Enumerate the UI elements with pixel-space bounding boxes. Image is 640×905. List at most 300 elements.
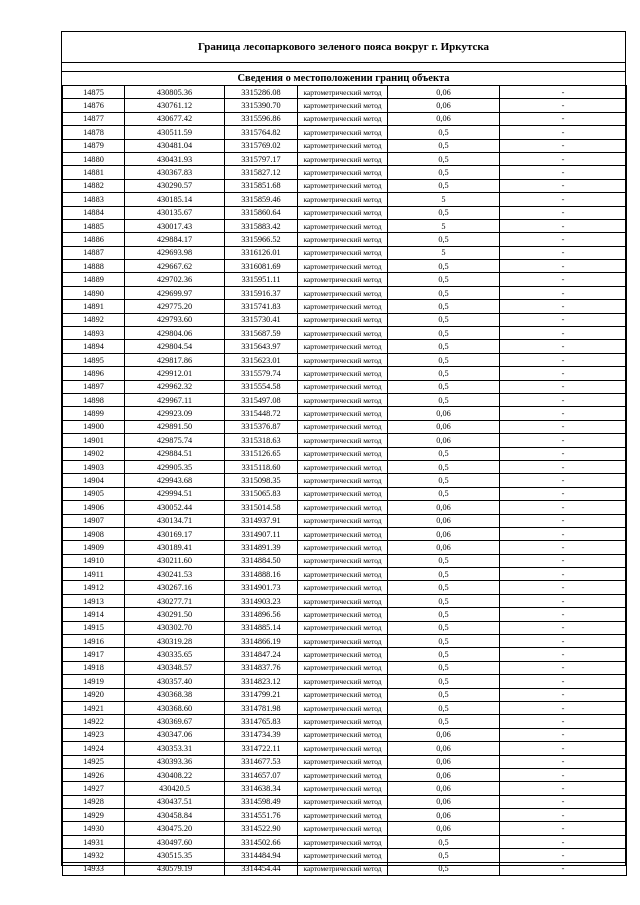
description-cell: -	[500, 728, 627, 741]
description-cell: -	[500, 608, 627, 621]
x-coordinate-cell: 430511.59	[125, 126, 225, 139]
accuracy-cell: 0,5	[388, 554, 500, 567]
description-cell: -	[500, 621, 627, 634]
point-number-cell: 14879	[63, 139, 125, 152]
description-cell: -	[500, 501, 627, 514]
x-coordinate-cell: 429667.62	[125, 260, 225, 273]
y-coordinate-cell: 3314847.24	[225, 648, 298, 661]
table-row	[63, 621, 627, 634]
description-cell: -	[500, 527, 627, 540]
accuracy-cell: 5	[388, 246, 500, 259]
table-row	[63, 768, 627, 781]
accuracy-cell: 0,06	[388, 112, 500, 125]
y-coordinate-cell: 3315118.60	[225, 460, 298, 473]
accuracy-cell: 0,5	[388, 313, 500, 326]
y-coordinate-cell: 3316126.01	[225, 246, 298, 259]
method-cell: картометрический метод	[298, 782, 388, 795]
table-row	[63, 407, 627, 420]
y-coordinate-cell: 3314891.39	[225, 541, 298, 554]
description-cell: -	[500, 487, 627, 500]
point-number-cell: 14925	[63, 755, 125, 768]
method-cell: картометрический метод	[298, 635, 388, 648]
point-number-cell: 14880	[63, 152, 125, 165]
table-row	[63, 447, 627, 460]
point-number-cell: 14883	[63, 193, 125, 206]
y-coordinate-cell: 3314781.98	[225, 701, 298, 714]
table-row	[63, 541, 627, 554]
accuracy-cell: 0,5	[388, 621, 500, 634]
method-cell: картометрический метод	[298, 393, 388, 406]
method-cell: картометрический метод	[298, 822, 388, 835]
table-row	[63, 701, 627, 714]
description-cell: -	[500, 568, 627, 581]
table-row	[63, 260, 627, 273]
accuracy-cell: 0,5	[388, 849, 500, 862]
description-cell: -	[500, 193, 627, 206]
point-number-cell: 14903	[63, 460, 125, 473]
point-number-cell: 14918	[63, 661, 125, 674]
accuracy-cell: 0,06	[388, 99, 500, 112]
y-coordinate-cell: 3314823.12	[225, 675, 298, 688]
table-row	[63, 300, 627, 313]
table-row	[63, 434, 627, 447]
table-row	[63, 527, 627, 540]
method-cell: картометрический метод	[298, 193, 388, 206]
point-number-cell: 14905	[63, 487, 125, 500]
method-cell: картометрический метод	[298, 273, 388, 286]
description-cell: -	[500, 594, 627, 607]
x-coordinate-cell: 430134.71	[125, 514, 225, 527]
accuracy-cell: 0,5	[388, 206, 500, 219]
table-row	[63, 742, 627, 755]
x-coordinate-cell: 430277.71	[125, 594, 225, 607]
y-coordinate-cell: 3315318.63	[225, 434, 298, 447]
accuracy-cell: 0,5	[388, 608, 500, 621]
table-row	[63, 715, 627, 728]
x-coordinate-cell: 429884.17	[125, 233, 225, 246]
x-coordinate-cell: 429693.98	[125, 246, 225, 259]
x-coordinate-cell: 430481.04	[125, 139, 225, 152]
table-row	[63, 835, 627, 848]
table-row	[63, 206, 627, 219]
y-coordinate-cell: 3314551.76	[225, 809, 298, 822]
accuracy-cell: 0,5	[388, 233, 500, 246]
point-number-cell: 14877	[63, 112, 125, 125]
description-cell: -	[500, 688, 627, 701]
point-number-cell: 14894	[63, 340, 125, 353]
method-cell: картометрический метод	[298, 755, 388, 768]
description-cell: -	[500, 460, 627, 473]
method-cell: картометрический метод	[298, 407, 388, 420]
accuracy-cell: 0,5	[388, 460, 500, 473]
accuracy-cell: 0,06	[388, 768, 500, 781]
table-row	[63, 501, 627, 514]
accuracy-cell: 0,5	[388, 353, 500, 366]
point-number-cell: 14914	[63, 608, 125, 621]
description-cell: -	[500, 862, 627, 875]
y-coordinate-cell: 3314837.76	[225, 661, 298, 674]
point-number-cell: 14932	[63, 849, 125, 862]
table-row	[63, 233, 627, 246]
accuracy-cell: 0,5	[388, 393, 500, 406]
x-coordinate-cell: 430458.84	[125, 809, 225, 822]
x-coordinate-cell: 430515.35	[125, 849, 225, 862]
accuracy-cell: 0,5	[388, 179, 500, 192]
y-coordinate-cell: 3315286.08	[225, 86, 298, 99]
document-frame	[61, 31, 626, 874]
method-cell: картометрический метод	[298, 420, 388, 433]
table-row	[63, 581, 627, 594]
x-coordinate-cell: 430357.40	[125, 675, 225, 688]
description-cell: -	[500, 179, 627, 192]
method-cell: картометрический метод	[298, 206, 388, 219]
accuracy-cell: 0,5	[388, 300, 500, 313]
method-cell: картометрический метод	[298, 367, 388, 380]
point-number-cell: 14895	[63, 353, 125, 366]
y-coordinate-cell: 3314657.07	[225, 768, 298, 781]
method-cell: картометрический метод	[298, 126, 388, 139]
table-row	[63, 273, 627, 286]
table-row	[63, 635, 627, 648]
point-number-cell: 14912	[63, 581, 125, 594]
y-coordinate-cell: 3316081.69	[225, 260, 298, 273]
x-coordinate-cell: 429943.68	[125, 474, 225, 487]
point-number-cell: 14916	[63, 635, 125, 648]
x-coordinate-cell: 430302.70	[125, 621, 225, 634]
x-coordinate-cell: 429793.60	[125, 313, 225, 326]
method-cell: картометрический метод	[298, 835, 388, 848]
accuracy-cell: 0,06	[388, 541, 500, 554]
point-number-cell: 14875	[63, 86, 125, 99]
method-cell: картометрический метод	[298, 514, 388, 527]
y-coordinate-cell: 3315966.52	[225, 233, 298, 246]
method-cell: картометрический метод	[298, 688, 388, 701]
x-coordinate-cell: 429962.32	[125, 380, 225, 393]
method-cell: картометрический метод	[298, 460, 388, 473]
y-coordinate-cell: 3314598.49	[225, 795, 298, 808]
accuracy-cell: 0,06	[388, 822, 500, 835]
y-coordinate-cell: 3315860.64	[225, 206, 298, 219]
x-coordinate-cell: 429891.50	[125, 420, 225, 433]
point-number-cell: 14887	[63, 246, 125, 259]
y-coordinate-cell: 3314896.56	[225, 608, 298, 621]
x-coordinate-cell: 430211.60	[125, 554, 225, 567]
accuracy-cell: 0,5	[388, 862, 500, 875]
description-cell: -	[500, 86, 627, 99]
point-number-cell: 14901	[63, 434, 125, 447]
method-cell: картометрический метод	[298, 701, 388, 714]
y-coordinate-cell: 3314765.83	[225, 715, 298, 728]
description-cell: -	[500, 661, 627, 674]
description-cell: -	[500, 635, 627, 648]
accuracy-cell: 0,5	[388, 474, 500, 487]
x-coordinate-cell: 430579.19	[125, 862, 225, 875]
point-number-cell: 14884	[63, 206, 125, 219]
description-cell: -	[500, 514, 627, 527]
x-coordinate-cell: 429875.74	[125, 434, 225, 447]
x-coordinate-cell: 429817.86	[125, 353, 225, 366]
point-number-cell: 14930	[63, 822, 125, 835]
table-row	[63, 420, 627, 433]
table-row	[63, 487, 627, 500]
y-coordinate-cell: 3314907.11	[225, 527, 298, 540]
x-coordinate-cell: 429923.09	[125, 407, 225, 420]
table-row	[63, 795, 627, 808]
table-row	[63, 219, 627, 232]
y-coordinate-cell: 3315769.02	[225, 139, 298, 152]
point-number-cell: 14923	[63, 728, 125, 741]
table-row	[63, 393, 627, 406]
accuracy-cell: 0,06	[388, 782, 500, 795]
point-number-cell: 14922	[63, 715, 125, 728]
y-coordinate-cell: 3314454.44	[225, 862, 298, 875]
method-cell: картометрический метод	[298, 246, 388, 259]
description-cell: -	[500, 581, 627, 594]
description-cell: -	[500, 809, 627, 822]
x-coordinate-cell: 430169.17	[125, 527, 225, 540]
method-cell: картометрический метод	[298, 554, 388, 567]
description-cell: -	[500, 152, 627, 165]
x-coordinate-cell: 430761.12	[125, 99, 225, 112]
accuracy-cell: 0,5	[388, 273, 500, 286]
point-number-cell: 14890	[63, 286, 125, 299]
point-number-cell: 14908	[63, 527, 125, 540]
accuracy-cell: 0,5	[388, 447, 500, 460]
x-coordinate-cell: 429967.11	[125, 393, 225, 406]
accuracy-cell: 0,5	[388, 340, 500, 353]
y-coordinate-cell: 3314522.90	[225, 822, 298, 835]
point-number-cell: 14882	[63, 179, 125, 192]
accuracy-cell: 5	[388, 219, 500, 232]
x-coordinate-cell: 429804.06	[125, 327, 225, 340]
point-number-cell: 14889	[63, 273, 125, 286]
method-cell: картометрический метод	[298, 300, 388, 313]
table-row	[63, 139, 627, 152]
x-coordinate-cell: 430497.60	[125, 835, 225, 848]
x-coordinate-cell: 430368.60	[125, 701, 225, 714]
method-cell: картометрический метод	[298, 233, 388, 246]
y-coordinate-cell: 3315014.58	[225, 501, 298, 514]
point-number-cell: 14929	[63, 809, 125, 822]
point-number-cell: 14891	[63, 300, 125, 313]
table-row	[63, 353, 627, 366]
x-coordinate-cell: 430291.50	[125, 608, 225, 621]
accuracy-cell: 0,06	[388, 514, 500, 527]
y-coordinate-cell: 3314884.50	[225, 554, 298, 567]
accuracy-cell: 0,5	[388, 675, 500, 688]
method-cell: картометрический метод	[298, 594, 388, 607]
method-cell: картометрический метод	[298, 340, 388, 353]
y-coordinate-cell: 3315448.72	[225, 407, 298, 420]
table-row	[63, 367, 627, 380]
description-cell: -	[500, 219, 627, 232]
table-row	[63, 166, 627, 179]
y-coordinate-cell: 3315643.97	[225, 340, 298, 353]
x-coordinate-cell: 430319.28	[125, 635, 225, 648]
y-coordinate-cell: 3314866.19	[225, 635, 298, 648]
point-number-cell: 14899	[63, 407, 125, 420]
method-cell: картометрический метод	[298, 313, 388, 326]
x-coordinate-cell: 429804.54	[125, 340, 225, 353]
accuracy-cell: 0,06	[388, 434, 500, 447]
y-coordinate-cell: 3315764.82	[225, 126, 298, 139]
point-number-cell: 14910	[63, 554, 125, 567]
table-row	[63, 474, 627, 487]
description-cell: -	[500, 554, 627, 567]
accuracy-cell: 0,5	[388, 581, 500, 594]
point-number-cell: 14876	[63, 99, 125, 112]
document-title: Граница лесопаркового зеленого пояса вокруг г. Иркутска	[62, 32, 625, 63]
accuracy-cell: 5	[388, 193, 500, 206]
y-coordinate-cell: 3315741.83	[225, 300, 298, 313]
point-number-cell: 14909	[63, 541, 125, 554]
x-coordinate-cell: 430677.42	[125, 112, 225, 125]
x-coordinate-cell: 430369.67	[125, 715, 225, 728]
x-coordinate-cell: 430408.22	[125, 768, 225, 781]
y-coordinate-cell: 3315859.46	[225, 193, 298, 206]
table-row	[63, 126, 627, 139]
accuracy-cell: 0,06	[388, 501, 500, 514]
accuracy-cell: 0,06	[388, 795, 500, 808]
coordinates-table-body	[63, 86, 627, 876]
section-heading: Сведения о местоположении границ объекта	[62, 71, 625, 85]
y-coordinate-cell: 3315065.83	[225, 487, 298, 500]
table-row	[63, 608, 627, 621]
accuracy-cell: 0,06	[388, 527, 500, 540]
point-number-cell: 14931	[63, 835, 125, 848]
description-cell: -	[500, 849, 627, 862]
method-cell: картометрический метод	[298, 768, 388, 781]
x-coordinate-cell: 430368.38	[125, 688, 225, 701]
y-coordinate-cell: 3315916.37	[225, 286, 298, 299]
accuracy-cell: 0,5	[388, 568, 500, 581]
table-row	[63, 460, 627, 473]
y-coordinate-cell: 3314885.14	[225, 621, 298, 634]
y-coordinate-cell: 3315126.65	[225, 447, 298, 460]
point-number-cell: 14886	[63, 233, 125, 246]
accuracy-cell: 0,06	[388, 728, 500, 741]
y-coordinate-cell: 3314502.66	[225, 835, 298, 848]
method-cell: картометрический метод	[298, 434, 388, 447]
description-cell: -	[500, 286, 627, 299]
y-coordinate-cell: 3315730.41	[225, 313, 298, 326]
point-number-cell: 14913	[63, 594, 125, 607]
method-cell: картометрический метод	[298, 621, 388, 634]
x-coordinate-cell: 429912.01	[125, 367, 225, 380]
method-cell: картометрический метод	[298, 608, 388, 621]
accuracy-cell: 0,5	[388, 635, 500, 648]
description-cell: -	[500, 300, 627, 313]
point-number-cell: 14924	[63, 742, 125, 755]
x-coordinate-cell: 429702.36	[125, 273, 225, 286]
accuracy-cell: 0,5	[388, 701, 500, 714]
method-cell: картометрический метод	[298, 474, 388, 487]
table-row	[63, 112, 627, 125]
method-cell: картометрический метод	[298, 86, 388, 99]
table-row	[63, 688, 627, 701]
x-coordinate-cell: 429775.20	[125, 300, 225, 313]
description-cell: -	[500, 795, 627, 808]
y-coordinate-cell: 3314484.94	[225, 849, 298, 862]
method-cell: картометрический метод	[298, 849, 388, 862]
table-row	[63, 755, 627, 768]
description-cell: -	[500, 353, 627, 366]
x-coordinate-cell: 430367.83	[125, 166, 225, 179]
description-cell: -	[500, 273, 627, 286]
method-cell: картометрический метод	[298, 112, 388, 125]
description-cell: -	[500, 474, 627, 487]
accuracy-cell: 0,06	[388, 742, 500, 755]
y-coordinate-cell: 3314937.91	[225, 514, 298, 527]
point-number-cell: 14896	[63, 367, 125, 380]
x-coordinate-cell: 430348.57	[125, 661, 225, 674]
y-coordinate-cell: 3315376.87	[225, 420, 298, 433]
description-cell: -	[500, 768, 627, 781]
accuracy-cell: 0,5	[388, 648, 500, 661]
x-coordinate-cell: 430185.14	[125, 193, 225, 206]
accuracy-cell: 0,06	[388, 809, 500, 822]
x-coordinate-cell: 430052.44	[125, 501, 225, 514]
description-cell: -	[500, 755, 627, 768]
point-number-cell: 14911	[63, 568, 125, 581]
method-cell: картометрический метод	[298, 501, 388, 514]
x-coordinate-cell: 429905.35	[125, 460, 225, 473]
accuracy-cell: 0,5	[388, 126, 500, 139]
description-cell: -	[500, 434, 627, 447]
point-number-cell: 14900	[63, 420, 125, 433]
accuracy-cell: 0,06	[388, 407, 500, 420]
table-row	[63, 327, 627, 340]
description-cell: -	[500, 327, 627, 340]
y-coordinate-cell: 3315797.17	[225, 152, 298, 165]
method-cell: картометрический метод	[298, 728, 388, 741]
y-coordinate-cell: 3315951.11	[225, 273, 298, 286]
accuracy-cell: 0,5	[388, 380, 500, 393]
y-coordinate-cell: 3315579.74	[225, 367, 298, 380]
point-number-cell: 14928	[63, 795, 125, 808]
method-cell: картометрический метод	[298, 862, 388, 875]
description-cell: -	[500, 206, 627, 219]
method-cell: картометрический метод	[298, 353, 388, 366]
table-row	[63, 246, 627, 259]
point-number-cell: 14888	[63, 260, 125, 273]
x-coordinate-cell: 430017.43	[125, 219, 225, 232]
method-cell: картометрический метод	[298, 179, 388, 192]
table-row	[63, 568, 627, 581]
accuracy-cell: 0,5	[388, 327, 500, 340]
table-row	[63, 594, 627, 607]
point-number-cell: 14906	[63, 501, 125, 514]
description-cell: -	[500, 541, 627, 554]
point-number-cell: 14892	[63, 313, 125, 326]
accuracy-cell: 0,5	[388, 367, 500, 380]
point-number-cell: 14893	[63, 327, 125, 340]
point-number-cell: 14933	[63, 862, 125, 875]
method-cell: картометрический метод	[298, 541, 388, 554]
method-cell: картометрический метод	[298, 715, 388, 728]
description-cell: -	[500, 340, 627, 353]
method-cell: картометрический метод	[298, 568, 388, 581]
table-row	[63, 152, 627, 165]
accuracy-cell: 0,5	[388, 166, 500, 179]
description-cell: -	[500, 246, 627, 259]
table-row	[63, 809, 627, 822]
x-coordinate-cell: 429699.97	[125, 286, 225, 299]
description-cell: -	[500, 742, 627, 755]
point-number-cell: 14919	[63, 675, 125, 688]
table-row	[63, 554, 627, 567]
description-cell: -	[500, 166, 627, 179]
